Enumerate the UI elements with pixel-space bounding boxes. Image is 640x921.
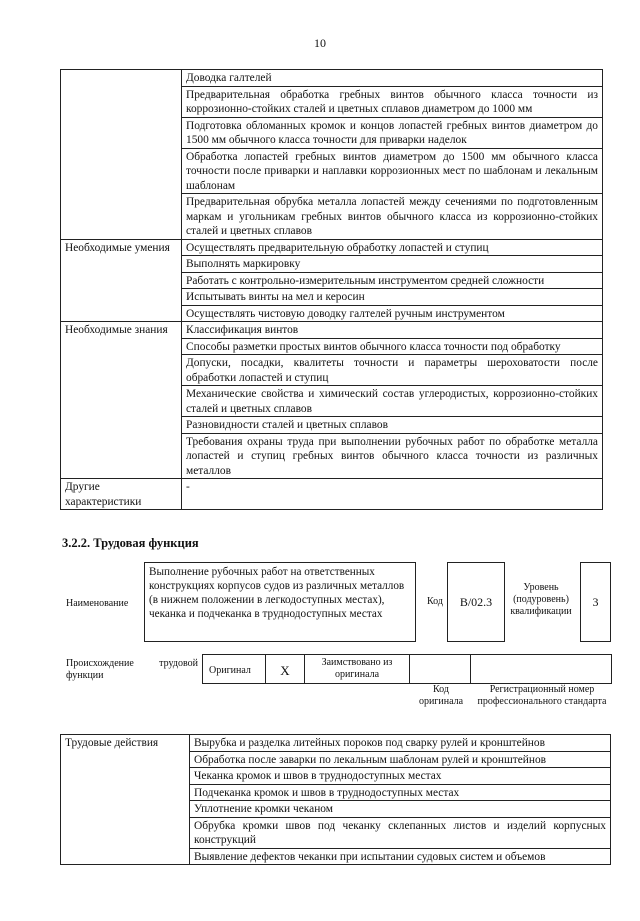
table-cell: Обработка лопастей гребных винтов диаметром до 1500 мм обычного класса точности после приварки и наплавки коррозионных мест по шаблонам и лекальным шаблонам <box>182 148 603 194</box>
table-cell: - <box>182 479 603 510</box>
table-cell: Испытывать винты на мел и керосин <box>182 289 603 306</box>
table-cell: Подчеканка кромок и швов в труднодоступных местах <box>190 784 611 801</box>
table-cell: Выявление дефектов чеканки при испытании судовых систем и объемов <box>190 848 611 865</box>
table-cell: Осуществлять предварительную обработку лопастей и ступиц <box>182 239 603 256</box>
reg-number-box <box>470 654 612 684</box>
original-mark: X <box>265 654 305 684</box>
table-cell: Предварительная обрубка металла лопастей между сечениями по подготовленным маркам и угольникам гребных винтов обычного класса из коррозионно-стойких сталей и цветных сплавов <box>182 194 603 240</box>
code-original-label: Код оригинала <box>418 684 464 707</box>
code-label: Код <box>427 596 443 607</box>
table-cell: Подготовка обломанных кромок и концов лопастей гребных винтов диаметром до 1500 мм обычного класса точности для приварки наделок <box>182 117 603 148</box>
table-cell: Классификация винтов <box>182 322 603 339</box>
table-cell: Обработка после заварки по лекальным шаблонам рулей и кронштейнов <box>190 751 611 768</box>
row-label-actions: Трудовые действия <box>61 735 190 865</box>
table-cell: Механические свойства и химический состав углеродистых, коррозионно-стойких сталей и цветных сплавов <box>182 386 603 417</box>
table-cell: Способы разметки простых винтов обычного класса точности под обработку <box>182 338 603 355</box>
table-cell: Допуски, посадки, квалитеты точности и параметры шероховатости после обработки лопастей и ступиц <box>182 355 603 386</box>
row-label <box>61 70 182 240</box>
level-value: 3 <box>580 562 611 642</box>
original-label: Оригинал <box>202 654 266 684</box>
row-label-other: Другие характеристики <box>61 479 182 510</box>
origin-label: Происхождение трудовой функции <box>66 658 198 681</box>
table-cell: Обрубка кромки швов под чеканку склепанных листов и изделий корпусных конструкций <box>190 817 611 848</box>
table-cell: Доводка галтелей <box>182 70 603 87</box>
table-cell: Работать с контрольно-измерительным инструментом средней сложности <box>182 272 603 289</box>
section-title: 3.2.2. Трудовая функция <box>62 536 199 550</box>
competency-table <box>60 69 603 510</box>
name-label: Наименование <box>66 598 129 609</box>
table-cell: Разновидности сталей и цветных сплавов <box>182 417 603 434</box>
borrowed-label: Заимствовано из оригинала <box>304 654 410 684</box>
code-original-box <box>409 654 471 684</box>
row-label-skills: Необходимые умения <box>61 239 182 322</box>
function-name: Выполнение рубочных работ на ответственных конструкциях корпусов судов из различных металлов (в нижнем положении в легкодоступных местах), чеканка и подчеканка в труднодоступных местах <box>144 562 416 642</box>
table-cell: Вырубка и разделка литейных пороков под сварку рулей и кронштейнов <box>190 735 611 752</box>
table-cell: Требования охраны труда при выполнении рубочных работ по обработке металла лопастей и ступиц гребных винтов обычного класса точности из различных металлов <box>182 433 603 479</box>
table-cell: Осуществлять чистовую доводку галтелей ручным инструментом <box>182 305 603 322</box>
page-number: 10 <box>314 36 326 50</box>
reg-number-label: Регистрационный номер профессионального стандарта <box>477 684 607 707</box>
table-cell: Уплотнение кромки чеканом <box>190 801 611 818</box>
code-value: В/02.3 <box>447 562 505 642</box>
level-label: Уровень (подуровень) квалификации <box>510 582 572 617</box>
table-cell: Предварительная обработка гребных винтов обычного класса точности из коррозионно-стойких сталей и цветных сплавов диаметром до 1000 мм <box>182 86 603 117</box>
labor-actions-table <box>60 734 611 865</box>
table-cell: Выполнять маркировку <box>182 256 603 273</box>
row-label-knowledge: Необходимые знания <box>61 322 182 479</box>
table-cell: Чеканка кромок и швов в труднодоступных местах <box>190 768 611 785</box>
